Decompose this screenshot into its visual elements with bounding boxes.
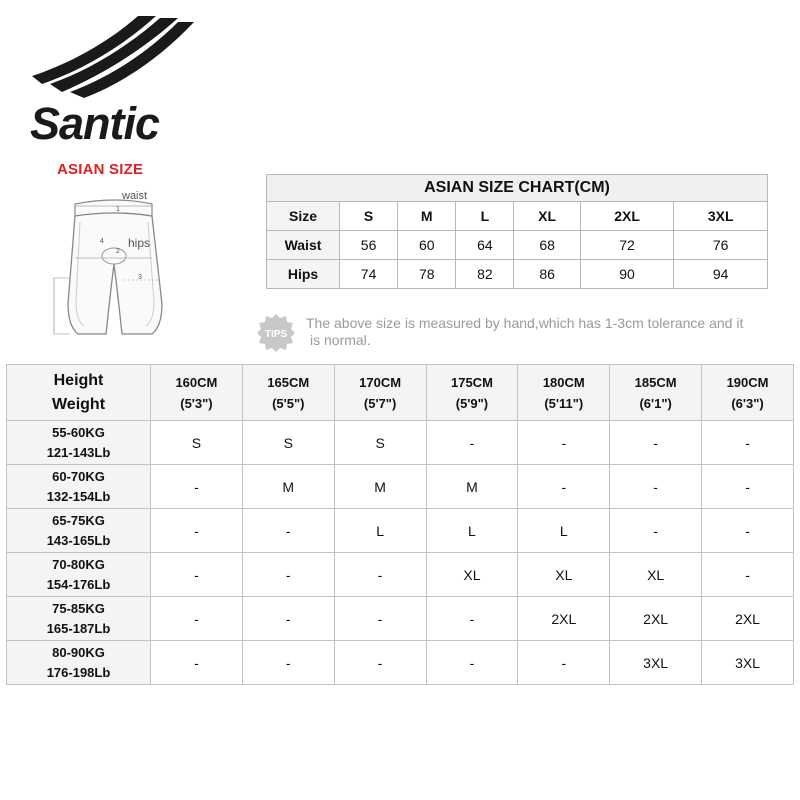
size-col: S	[340, 202, 398, 231]
height-ft: (5'3")	[180, 395, 213, 411]
hips-label: hips	[128, 236, 151, 250]
size-value: 82	[456, 260, 514, 289]
size-col: 2XL	[580, 202, 674, 231]
tips-badge-icon	[256, 313, 296, 353]
height-col-header	[702, 365, 794, 421]
size-cell: XL	[610, 553, 702, 597]
size-cell: M	[426, 465, 518, 509]
size-cell: 2XL	[518, 597, 610, 641]
weight-lb: 121-143Lb	[46, 444, 111, 460]
size-value: 72	[580, 231, 674, 260]
size-cell: M	[242, 465, 334, 509]
size-col: 3XL	[674, 202, 768, 231]
size-cell: -	[518, 641, 610, 685]
weight-lb: 154-176Lb	[46, 576, 111, 592]
weight-lb: 143-165Lb	[46, 532, 111, 548]
weight-row-header	[7, 465, 151, 509]
size-value: 64	[456, 231, 514, 260]
size-cell: -	[426, 421, 518, 465]
size-value: 78	[398, 260, 456, 289]
height-col-header	[518, 365, 610, 421]
size-cell: -	[702, 421, 794, 465]
size-value: 76	[674, 231, 768, 260]
size-cell: -	[610, 421, 702, 465]
table-row	[7, 465, 794, 509]
weight-lb: 165-187Lb	[46, 620, 111, 636]
size-cell: -	[334, 553, 426, 597]
height-col-header	[242, 365, 334, 421]
size-cell: -	[518, 421, 610, 465]
tips-line-2: is normal.	[310, 332, 371, 348]
table-row	[7, 641, 794, 685]
height-ft: (6'1")	[639, 395, 672, 411]
size-cell: -	[242, 641, 334, 685]
size-col: XL	[514, 202, 580, 231]
size-cell: L	[334, 509, 426, 553]
size-cell: M	[334, 465, 426, 509]
shorts-outline-icon	[40, 186, 190, 346]
height-ft: (5'11")	[544, 395, 584, 411]
shorts-diagram	[40, 186, 190, 346]
height-cm: 175CM	[450, 374, 493, 390]
height-col-header	[426, 365, 518, 421]
height-cm: 185CM	[634, 374, 677, 390]
height-col-header	[610, 365, 702, 421]
weight-kg: 60-70KG	[52, 468, 105, 484]
weight-row-header	[7, 641, 151, 685]
size-cell: -	[702, 509, 794, 553]
size-value: 86	[514, 260, 580, 289]
brand-name: Santic	[30, 98, 160, 149]
size-cell: -	[610, 509, 702, 553]
size-cell: -	[242, 553, 334, 597]
size-cell: -	[151, 553, 243, 597]
tips-text	[306, 315, 786, 349]
height-header-row	[7, 365, 794, 421]
size-cell: -	[518, 465, 610, 509]
tips-line-1: The above size is measured by hand,which has 1-3cm tolerance and it	[306, 315, 744, 331]
size-value: 68	[514, 231, 580, 260]
size-cell: XL	[518, 553, 610, 597]
logo-stripes-icon	[28, 14, 198, 99]
marker-1: 1	[116, 206, 120, 213]
height-cm: 180CM	[542, 374, 585, 390]
size-chart-title: ASIAN SIZE CHART(CM)	[267, 175, 768, 202]
size-cell: -	[151, 465, 243, 509]
weight-row-header	[7, 597, 151, 641]
size-cell: -	[151, 641, 243, 685]
weight-row-header	[7, 509, 151, 553]
marker-4: 4	[100, 238, 104, 245]
height-cm: 160CM	[175, 374, 218, 390]
size-cell: -	[151, 597, 243, 641]
weight-kg: 55-60KG	[52, 424, 105, 440]
height-ft: (5'9")	[455, 395, 489, 411]
weight-row-header	[7, 421, 151, 465]
marker-2: 2	[116, 248, 120, 255]
size-header-label: Size	[267, 202, 340, 231]
waist-label: waist	[122, 190, 148, 202]
weight-lb: 176-198Lb	[46, 664, 111, 680]
size-cell: -	[334, 597, 426, 641]
weight-kg: 75-85KG	[52, 600, 105, 616]
size-cell: S	[242, 421, 334, 465]
size-value: 74	[340, 260, 398, 289]
tips-badge-text: TIPS	[264, 329, 288, 340]
size-cell: 2XL	[610, 597, 702, 641]
size-cell: -	[702, 465, 794, 509]
marker-3: 3	[138, 274, 142, 281]
size-cell: -	[702, 553, 794, 597]
size-cell: S	[334, 421, 426, 465]
size-cell: -	[151, 509, 243, 553]
size-cell: S	[151, 421, 243, 465]
table-row	[7, 597, 794, 641]
table-row	[7, 421, 794, 465]
height-cm: 170CM	[359, 374, 402, 390]
size-cell: L	[426, 509, 518, 553]
height-ft: (6'3")	[731, 395, 764, 411]
size-header-row	[267, 202, 768, 231]
height-col-header	[334, 365, 426, 421]
weight-kg: 65-75KG	[52, 512, 105, 528]
size-cell: 3XL	[610, 641, 702, 685]
brand-logo	[28, 14, 228, 149]
waist-row	[267, 231, 768, 260]
size-cell: 2XL	[702, 597, 794, 641]
height-cm: 190CM	[726, 374, 769, 390]
size-cell: -	[426, 641, 518, 685]
size-value: 90	[580, 260, 674, 289]
row-label: Hips	[267, 260, 340, 289]
corner-header	[7, 365, 151, 421]
size-value: 60	[398, 231, 456, 260]
corner-height-label: Height	[53, 371, 104, 389]
corner-weight-label: Weight	[51, 395, 106, 413]
height-cm: 165CM	[267, 374, 310, 390]
size-cell: -	[334, 641, 426, 685]
height-ft: (5'7")	[363, 395, 397, 411]
hips-row	[267, 260, 768, 289]
weight-kg: 70-80KG	[52, 556, 105, 572]
height-col-header	[151, 365, 243, 421]
table-row	[7, 509, 794, 553]
weight-row-header	[7, 553, 151, 597]
size-cell: -	[610, 465, 702, 509]
size-col: M	[398, 202, 456, 231]
size-cell: -	[426, 597, 518, 641]
weight-kg: 80-90KG	[52, 644, 105, 660]
size-cell: L	[518, 509, 610, 553]
size-col: L	[456, 202, 514, 231]
size-cell: -	[242, 509, 334, 553]
size-value: 56	[340, 231, 398, 260]
weight-lb: 132-154Lb	[46, 488, 111, 504]
row-label: Waist	[267, 231, 340, 260]
size-cell: -	[242, 597, 334, 641]
size-value: 94	[674, 260, 768, 289]
size-cell: XL	[426, 553, 518, 597]
height-weight-size-table	[6, 364, 794, 685]
asian-size-chart	[266, 174, 768, 289]
size-cell: 3XL	[702, 641, 794, 685]
height-ft: (5'5")	[272, 395, 305, 411]
table-row	[7, 553, 794, 597]
asian-size-label: ASIAN SIZE	[57, 161, 144, 178]
